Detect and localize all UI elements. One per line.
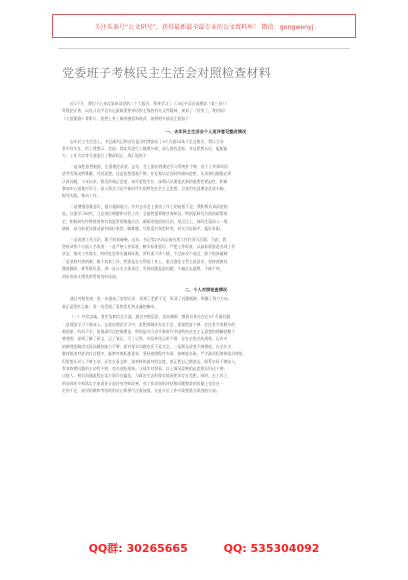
body-text-line: 一是理论学习不够深入。在政治理论学习中，思想领域还存在不足，重视程度不够，往往有学用脱节的 <box>62 321 236 327</box>
body-text-line: 三是改进工作方法，敢于较真碰硬。去年，书记等2名同志指出我工作作风欠沉稳，为此，我 <box>70 236 227 242</box>
qq-contact-label: QQ: 535304092 <box>223 542 320 555</box>
document-title: 党委班子考核民主生活会对照检查材料 <box>62 66 272 80</box>
body-text-line: 题查整改，谁管谁负责，进一步压实主体责任，发现问题直面问题，不搞过去面照、不痛不痒， <box>62 266 224 272</box>
body-text-line: （一）对党忠诚、坚定信仰信念方面。通过对照反思，追本溯源，感到自身还存在3个方面问题： <box>70 314 235 320</box>
body-text-line: 但思想认识上不够主动，还存在看文件、读材料的面对的态度，真正把自己摆进去，联系实际不够深入， <box>62 358 239 364</box>
body-text-line: 二是增强思维意识，提升履职能力。针对去年会上指出工作上的短板不足，我积极认真改进提 <box>70 203 228 209</box>
body-text-line: 认真问题，今年以来，我及时调正态度、筑牢思想定位，深刻认识理论武装的重要性紧迫性，积极 <box>62 178 228 184</box>
body-text-line: 的具体环节和落实主体责任方面还有空间改善，对工作成效的评估和问题整改的质量上也存在一 <box>62 380 224 386</box>
body-text-line: 济突发情况特殊繁，究其思想，还是思想重视不够，存在着以后任时的倾向思想，认识到问题根必须 <box>62 171 232 177</box>
body-text-line: 整体推进对症治疗过程中，能够对照标准更求，坚持按照程序办事，按制度办事，严守政治纪律和政治规矩， <box>62 351 247 357</box>
body-text-line: 让他人、相识沟通流程在某方面存在偏差，与政治生态的现实情况要求存在差距。同时，在工作上 <box>62 373 228 379</box>
footer-contact <box>0 540 408 556</box>
body-text-line: 新现象，听而不学，很难深层次挖掘理论，特别是对习近平新时代中国特色社会主义思想的理解把握不 <box>62 328 236 334</box>
body-text-line: 参加中心组集中学习，深入领会习近平新时代中国特色社会主义思想，自觉用先进理论武装头脑、 <box>62 186 228 192</box>
paragraph-spacer <box>62 280 350 283</box>
header-divider <box>58 48 350 49</box>
body-text-line: 一是深挖思想根源，注重理论武装。去年，会上指出我理论学习系统性不够，由于工作事项国 <box>70 163 228 169</box>
body-text-line: 高，注重学习研究，立足岗位调整和分管工作，全面熟悉掌握业务知识，特别是研究方面的政策规 <box>62 211 228 217</box>
body-text-line: 的新理论解决实际问题的能力不够，面对现实问题也还不是完全。二是理念改变不够彻底。在全年全 <box>62 343 232 349</box>
body-text-line: 定的不足，面对困难和考验时的决心和勇气还需加强，这是今后工作中需要重点改进的方面。 <box>62 388 220 394</box>
body-text-line: 调研，同当前党员群众面对面拉家常、解难题，尽快适应角色转变，切实当好助手、履好本职。 <box>62 226 224 232</box>
promo-banner: 关注头条号“公文研究”，获得最新最全最专业的公文资料库！ 微信：gongwenyj <box>52 14 356 38</box>
document-body <box>62 100 350 398</box>
body-text-line: 够透彻，深刻了解了原文，记了笔记，写了心得，实际转化运用不够，存在走形式的现象。运有对 <box>62 336 228 342</box>
body-text-line: 初步形成支撑其所管的良好局面。 <box>62 273 120 279</box>
body-text-line: 坚持从两个方面入手改进：一是严格工作标准，树牢标准意识，严把工作标准，以高标准推进各项工作 <box>62 243 236 249</box>
body-text-line: 有效查摆问题的主动性不够，存在迎检现象。与现实对照看，以上情况反映的是思想认识还不够， <box>62 366 228 371</box>
section-heading: 一、去年民主生活会个人批评意见整改情况 <box>165 129 247 135</box>
body-text-line: 《大国重器》等影片，思想上有了新的感悟和收获，现将相关情况汇报如下： <box>62 115 193 121</box>
body-text-line: 等理论专著，以及习近平总书记最新重要讲话和上级的有关文件精神，观看了《厉害了，我的国》 <box>62 108 228 114</box>
body-text-line: 去年民主生活会上，书记副书记和各位委员给我指出了3个方面10条不足及建议，我认为非 <box>70 138 224 144</box>
section-heading: 二、个人对照检查情况 <box>184 286 228 292</box>
body-text-line: 常中肯实在，给了我警示、会说、我从其进行了梳理分析，深入查找差距，并从思想认识、履职能 <box>62 146 228 152</box>
body-text-line: 力、工作方法等方面进行了整改纠正，现汇报如下： <box>62 153 151 159</box>
paragraph-spacer <box>62 122 350 125</box>
body-text-line: 近1个月，我们下心来反复研读党的二十大报告、系统学习了《习近平谈治国理政（第三卷）》 <box>70 101 229 106</box>
body-text-line: 指导实践、推动工作。 <box>62 193 101 199</box>
body-text-line: 通过对照检查，进一步提高了思想认识，看到了差距不足，听清了问题根源，明确了努力方向， <box>70 296 232 302</box>
body-text-line: 状态、推动工作落实，时时处处带头做到标准，讲标准不讲人情，不过标况不放过，敢于较真碰硬 <box>62 251 228 257</box>
body-text-line: 真正是犹红心脏，再一次受到了思想洗礼和灵魂的触动。 <box>62 303 159 309</box>
body-text-line: 二是坚持对查机制，敢于较真工作，特别是在分管的工作上，重点强化主管主责意识，坚持查摆问 <box>62 258 228 264</box>
qq-group-label: QQ群: 30265665 <box>88 542 188 555</box>
body-text-line: 定，积极研究经费使用和有效监管的措施方法，确保用钱依规合法。用点点上，同时注重深入一线 <box>62 218 228 224</box>
paragraph-spacer <box>62 395 350 398</box>
